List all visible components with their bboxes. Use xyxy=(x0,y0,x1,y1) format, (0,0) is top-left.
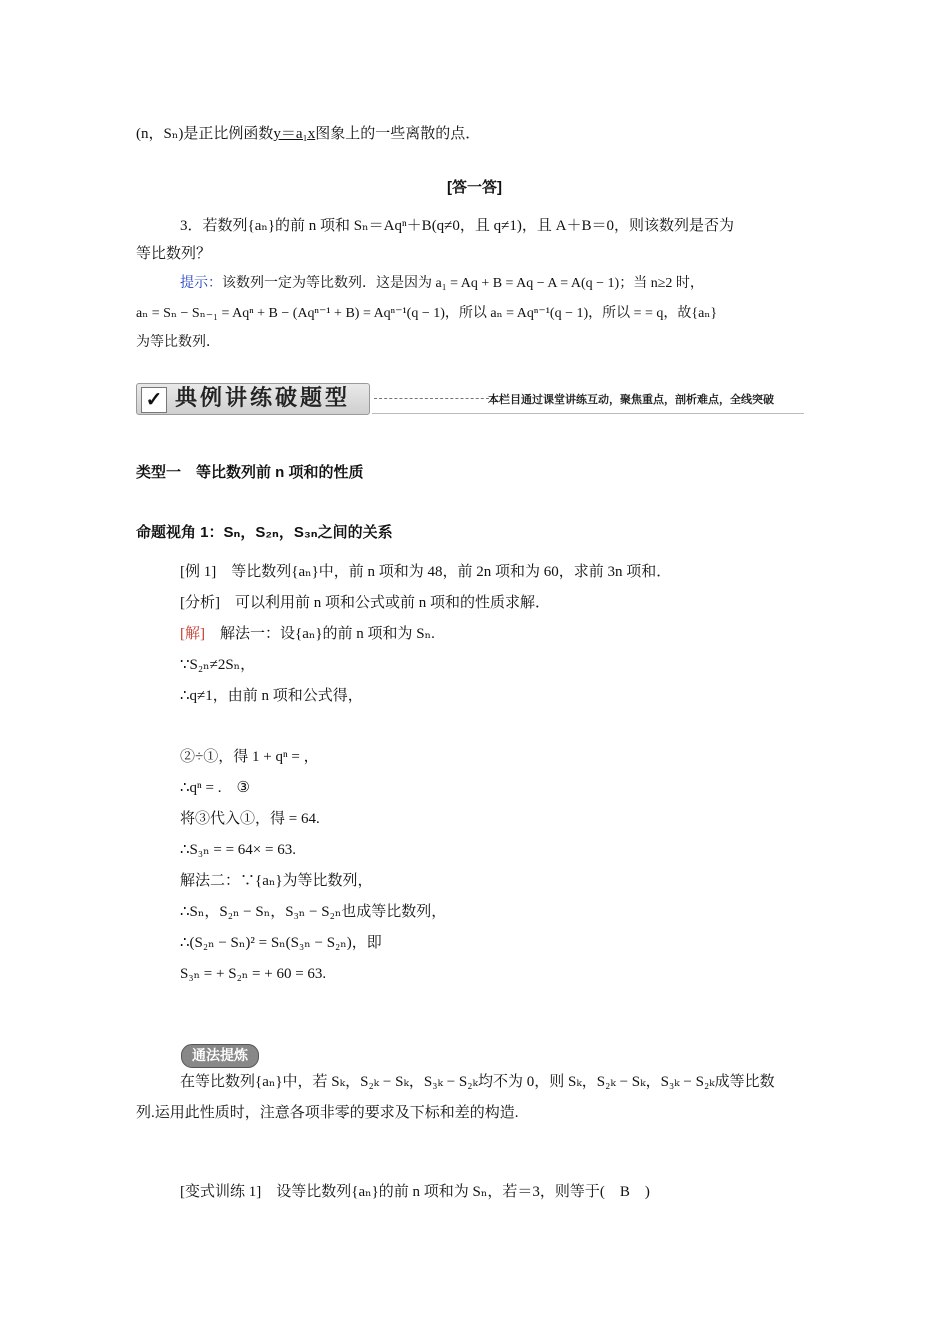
question-3-line1: 3．若数列{aₙ}的前 n 项和 Sₙ＝Aqⁿ＋B(q≠0，且 q≠1)，且 A＋B＝0，则该数列是否为 xyxy=(180,218,734,234)
intro-text: (n，Sₙ)是正比例函数 xyxy=(136,126,274,142)
hint-line2: aₙ = Sₙ − Sₙ₋₁ = Aqⁿ + B − (Aqⁿ⁻¹ + B) = Aqⁿ⁻¹(q − 1)，所以 aₙ = Aqⁿ⁻¹(q − 1)，所以 = = q，故{aₙ} xyxy=(136,306,718,321)
banner-rule xyxy=(372,413,804,414)
hint-text: 该数列一定为等比数列．这是因为 a₁ = Aq + B = Aq − A = A(q − 1)；当 n≥2 时， xyxy=(222,276,704,291)
step-5: 将③代入①，得 = 64. xyxy=(180,811,320,827)
hint-line1 xyxy=(180,274,704,294)
type-heading: 类型一 等比数列前 n 项和的性质 xyxy=(136,464,364,481)
step-10: S₃ₙ = + S₂ₙ = + 60 = 63. xyxy=(180,966,327,982)
step-4: ∴qⁿ = . ③ xyxy=(180,780,250,796)
step-7: 解法二：∵{aₙ}为等比数列， xyxy=(180,873,373,889)
qa-heading: [答一答] xyxy=(447,179,502,196)
question-3-line2: 等比数列？ xyxy=(136,246,212,262)
step-8: ∴Sₙ，S₂ₙ − Sₙ，S₃ₙ − S₂ₙ也成等比数列， xyxy=(180,904,447,920)
method-line1: 在等比数列{aₙ}中，若 Sₖ，S₂ₖ − Sₖ，S₃ₖ − S₂ₖ均不为 0，则 Sₖ，S₂ₖ − Sₖ，S₃ₖ − S₂ₖ成等比数 xyxy=(180,1074,775,1090)
analysis: [分析] 可以利用前 n 项和公式或前 n 项和的性质求解． xyxy=(180,595,550,611)
step-9: ∴(S₂ₙ − Sₙ)² = Sₙ(S₃ₙ − S₂ₙ)，即 xyxy=(180,935,382,951)
variant-training-1: [变式训练 1] 设等比数列{aₙ}的前 n 项和为 Sₙ，若＝3，则等于( B ) xyxy=(180,1184,650,1200)
intro-text-end: 图象上的一些离散的点． xyxy=(315,126,481,142)
step-1: ∵S₂ₙ≠2Sₙ， xyxy=(180,657,256,673)
step-3: ②÷①，得 1 + qⁿ = ， xyxy=(180,749,319,765)
checkmark-icon: ✓ xyxy=(141,387,167,413)
banner-title: 典例讲练破题型 xyxy=(175,386,351,411)
solution-text: 解法一：设{aₙ}的前 n 项和为 Sₙ. xyxy=(205,626,435,642)
banner-note: 本栏目通过课堂讲练互动，聚焦重点，剖析难点，全线突破 xyxy=(488,393,774,406)
hint-line3: 为等比数列． xyxy=(136,335,220,350)
example-1: [例 1] 等比数列{aₙ}中，前 n 项和为 48，前 2n 项和为 60，求前 3n 项和． xyxy=(180,564,672,580)
solution-label: [解] xyxy=(180,626,205,642)
section-banner xyxy=(136,383,804,415)
method-tag: 通法提炼 xyxy=(181,1044,259,1068)
banner-box xyxy=(136,383,370,415)
step-6: ∴S₃ₙ = = 64× = 63. xyxy=(180,842,296,858)
method-line2: 列.运用此性质时，注意各项非零的要求及下标和差的构造. xyxy=(136,1105,519,1121)
hint-label: 提示： xyxy=(180,276,222,291)
solution-line xyxy=(180,624,435,644)
banner-divider xyxy=(374,398,494,399)
step-2: ∴q≠1，由前 n 项和公式得， xyxy=(180,688,363,704)
intro-formula: y＝a₁x xyxy=(273,126,316,142)
intro-line xyxy=(136,124,480,144)
topic-heading: 命题视角 1：Sₙ，S₂ₙ，S₃ₙ之间的关系 xyxy=(136,524,393,541)
